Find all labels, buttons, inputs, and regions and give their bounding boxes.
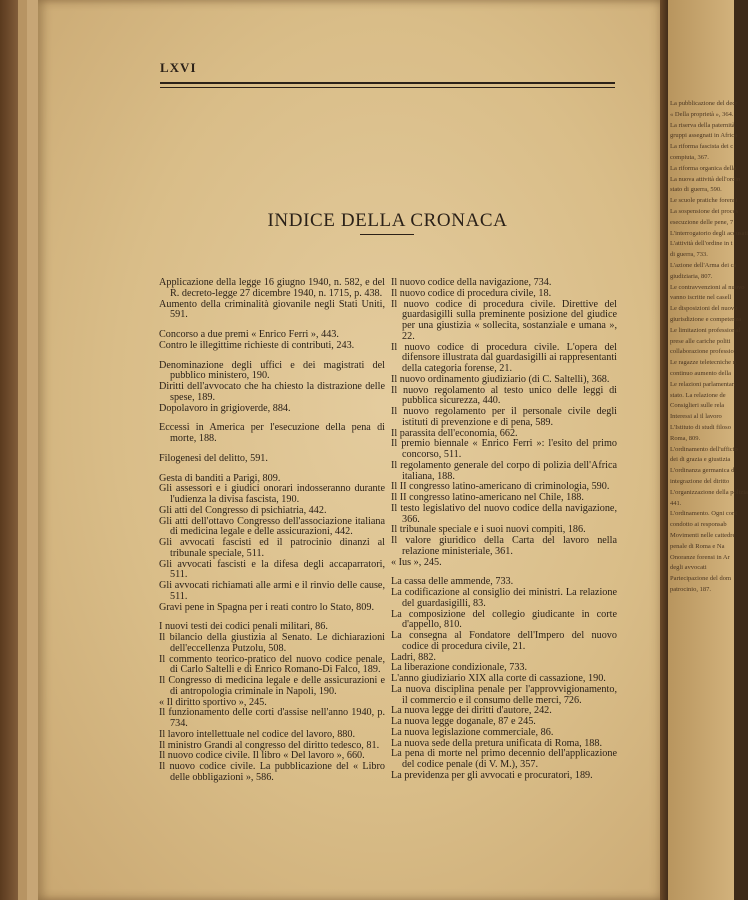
index-entry: La cassa delle ammende, 733. (391, 576, 514, 588)
index-entry: Il ministro Grandi al congresso del diritto tedesco, 81. (159, 739, 380, 751)
index-entry: Il commento teorico-pratico del nuovo codice penale, di Carlo Saltelli e di Enrico Romano-Di Falco, 189. (159, 653, 385, 676)
facing-page-line: L'attività dell'ordine in t (670, 240, 733, 248)
facing-page-line: prese alle cariche politi (670, 337, 731, 345)
index-entry: Il nuovo ordinamento giudiziario (di C. Saltelli), 368. (391, 373, 610, 385)
facing-page-line: Le relazioni parlamentari (670, 380, 736, 388)
index-entry: La nuova legge doganale, 87 e 245. (391, 716, 536, 727)
facing-page-line: 441. (670, 499, 682, 507)
facing-page-line: compiuta, 367. (670, 154, 709, 161)
facing-page-line: esecuzione delle pene, 7 (670, 218, 734, 226)
facing-page-line: gruppi assegnati in Africa (670, 132, 737, 140)
facing-page-line: Le scuole pratiche forensi (670, 197, 738, 205)
index-entry: « Ius », 245. (391, 556, 442, 568)
facing-page-line: L'azione dell'Arma dei ca (670, 262, 737, 269)
facing-page-line: La riserva della paternità (670, 121, 735, 129)
page-title: INDICE DELLA CRONACA (267, 209, 508, 231)
index-entry: La consegna al Fondatore dell'Impero del nuovo codice di procedura civile, 21. (391, 630, 617, 652)
facing-page-line: La nuova attività dell'ordin (670, 175, 741, 183)
index-entry: La pena di morte nel primo decennio dell'applicazione del codice penale (di V. M.), 357. (391, 748, 617, 770)
index-entry: Il II congresso latino-americano di criminologia, 590. (391, 481, 610, 493)
facing-page-line: vanno iscritte nel casell (670, 294, 732, 302)
index-entry: Il premio biennale « Enrico Ferri »: l'esito del primo concorso, 511. (391, 438, 617, 460)
facing-page-line: continuo aumento della (670, 370, 732, 377)
index-entry: Il nuovo regolamento per il personale civile degli istituti di prevenzione e di pena, 589. (391, 406, 617, 428)
index-entry: Il nuovo codice civile. Il libro « Del lavoro », 660. (159, 750, 365, 762)
header-rule-thick (160, 82, 615, 84)
facing-page-line: collaborazione professio (670, 348, 734, 356)
index-entry: Ladri, 882. (391, 651, 436, 663)
index-entry: Dopolavoro in grigioverde, 884. (159, 402, 291, 414)
index-entry: Denominazione degli uffici e dei magistrati del pubblico ministero, 190. (159, 359, 385, 382)
index-entry: Il lavoro intellettuale nel codice del lavoro, 880. (159, 728, 356, 740)
index-entry: Il nuovo codice di procedura civile, 18. (391, 287, 552, 299)
facing-page-line: L'ordinanza germanica d (670, 467, 735, 475)
facing-page-line: « Della proprietà », 364. (670, 110, 734, 118)
facing-page-line: L'Istituto di studi filoso (670, 424, 731, 431)
index-entry: « Il diritto sportivo », 245. (159, 696, 267, 708)
facing-page-line: Onoranze forensi in Ar (670, 553, 730, 561)
facing-page-line: Le ragazze teletecniche n (670, 359, 736, 367)
header-rule-thin (160, 87, 615, 88)
index-entry: Filogenesi del delitto, 591. (159, 452, 268, 464)
index-entry: Il II congresso latino-americano nel Chile, 188. (391, 492, 584, 503)
facing-page-line: giudiziaria, 807. (670, 272, 713, 280)
index-entry: Il valore giuridico della Carta del lavoro nella relazione ministeriale, 361. (391, 535, 617, 557)
facing-page-line: giurisdizione e competenza (670, 316, 742, 323)
page-number: LXVI (160, 60, 197, 75)
index-entry: Il nuovo codice di procedura civile. L'opera del difensore illustrata dal guardasigilli ai rappresentanti della categoria forense, 21. (391, 341, 617, 374)
index-entry: Gli assessori e i giudici onorari indosseranno durante l'udienza la divisa fascista, 190. (159, 483, 385, 505)
facing-page-line: penale di Roma e Na (670, 542, 725, 550)
facing-page-line: L'organizzazione della polizia (670, 488, 748, 496)
index-entry: Il nuovo codice di procedura civile. Direttive del guardasigilli sulla preminente posizione del giudice per una giustizia « sollecita, sostanziale e umana », 22. (391, 298, 617, 342)
facing-page-line: Le disposizioni del nuovo (670, 305, 738, 313)
index-entry: Il Congresso di medicina legale e delle assicurazioni e di antropologia criminale in Napoli, 190. (159, 675, 385, 697)
index-entry: Gesta di banditi a Parigi, 809. (159, 472, 281, 484)
index-entry: Gli avvocati richiamati alle armi e il rinvio delle cause, 511. (159, 580, 385, 602)
index-entry: La nuova legge dei diritti d'autore, 242. (391, 705, 552, 717)
index-entry: Gli atti del Congresso di psichiatria, 442. (159, 504, 327, 516)
facing-page-line: Interessi al il lavoro (670, 413, 722, 421)
index-entry: I nuovi testi dei codici penali militari, 86. (159, 621, 328, 633)
index-entry: Eccessi in America per l'esecuzione della pena di morte, 188. (159, 422, 385, 444)
index-column-right (391, 278, 617, 782)
title-underline-rule (360, 234, 414, 235)
facing-page-fragment (668, 0, 748, 900)
index-entry: Concorso a due premi « Enrico Ferri », 443. (159, 329, 339, 340)
facing-page-line: integrazione del diritto (670, 478, 730, 485)
facing-page-line: Le contravvenzioni al nuovo (670, 283, 745, 291)
facing-page-line: dei di grazia e giustizia (670, 456, 731, 464)
index-entry: La nuova sede della pretura unificata di Roma, 188. (391, 737, 603, 749)
facing-page-line: patrocinio, 187. (670, 586, 711, 593)
facing-page-line: stato. La relazione de (670, 391, 726, 399)
index-entry: La composizione del collegio giudicante in corte d'appello, 810. (391, 608, 617, 631)
index-entry: Gli avvocati fascisti e la difesa degli accaparratori, 511. (159, 558, 385, 581)
index-entry: Il nuovo codice civile. La pubblicazione del « Libro delle obbligazioni », 586. (159, 761, 385, 783)
facing-page-line: L'ordinamento dell'ufficio (670, 445, 738, 453)
facing-page-line: Roma, 809. (670, 434, 701, 442)
facing-page-line: L'ordinamento. Ogni cont (670, 510, 738, 518)
facing-page-line: Partecipazione del dom (670, 575, 732, 583)
index-entry: La previdenza per gli avvocati e procuratori, 189. (391, 769, 593, 781)
facing-page-line: La riforma organica della (670, 164, 737, 172)
index-entry: Contro le illegittime richieste di contributi, 243. (159, 339, 355, 351)
index-entry: Il parassita dell'economia, 662. (391, 427, 518, 439)
facing-page-line: Movimenti nelle cattedre (670, 532, 736, 539)
index-column-left (159, 278, 385, 784)
facing-page-line: La sospensione dei proces (670, 208, 739, 215)
facing-page-line: L'interrogatorio degli accusati (670, 229, 748, 237)
index-entry: L'anno giudiziario XIX alla corte di cassazione, 190. (391, 673, 606, 684)
index-entry: Applicazione della legge 16 giugno 1940, n. 582, e del R. decreto-legge 27 dicembre 1940, n. 1715, p. 438. (159, 277, 385, 299)
facing-page-line: Consiglieri sulle rela (670, 402, 725, 410)
facing-page-line: degli avvocati (670, 564, 707, 572)
index-entry: La nuova disciplina penale per l'approvvigionamento, il commercio e il consumo delle merci, 726. (391, 683, 617, 706)
index-entry: La nuova legislazione commerciale, 86. (391, 726, 554, 738)
index-entry: Diritti dell'avvocato che ha chiesto la distrazione delle spese, 189. (159, 381, 385, 403)
facing-page-line: La riforma fascista dei c (670, 143, 734, 151)
index-entry: Il funzionamento delle corti d'assise nell'anno 1940, p. 734. (159, 707, 385, 729)
index-entry: Il regolamento generale del corpo di polizia dell'Africa italiana, 188. (391, 459, 617, 482)
index-entry: Gli avvocati fascisti ed il patrocinio dinanzi al tribunale speciale, 511. (159, 537, 385, 559)
index-entry: Gli atti dell'ottavo Congresso dell'associazione italiana di medicina legale e delle assicurazioni, 442. (159, 515, 385, 538)
facing-page-line: condotto ai responsab (670, 521, 727, 529)
facing-page-line: Le limitazioni professional (670, 326, 741, 334)
facing-page-line: stato di guerra, 590. (670, 186, 722, 194)
facing-page-line: di guerra, 733. (670, 251, 708, 259)
index-entry: Il testo legislativo del nuovo codice della navigazione, 366. (391, 502, 617, 525)
index-entry: Gravi pene in Spagna per i reati contro lo Stato, 809. (159, 601, 375, 613)
index-entry: Aumento della criminalità giovanile negli Stati Uniti, 591. (159, 298, 385, 321)
index-entry: Il nuovo regolamento al testo unico delle leggi di pubblica sicurezza, 440. (391, 384, 617, 407)
index-entry: La codificazione al consiglio dei ministri. La relazione del guardasigilli, 83. (391, 587, 617, 609)
index-entry: La liberazione condizionale, 733. (391, 662, 528, 674)
facing-page-line: La pubblicazione del decr (670, 100, 738, 107)
index-entry: Il nuovo codice della navigazione, 734. (391, 277, 552, 288)
index-entry: Il bilancio della giustizia al Senato. Le dichiarazioni dell'eccellenza Putzolu, 508. (159, 632, 385, 654)
index-entry: Il tribunale speciale e i suoi nuovi compiti, 186. (391, 524, 586, 536)
